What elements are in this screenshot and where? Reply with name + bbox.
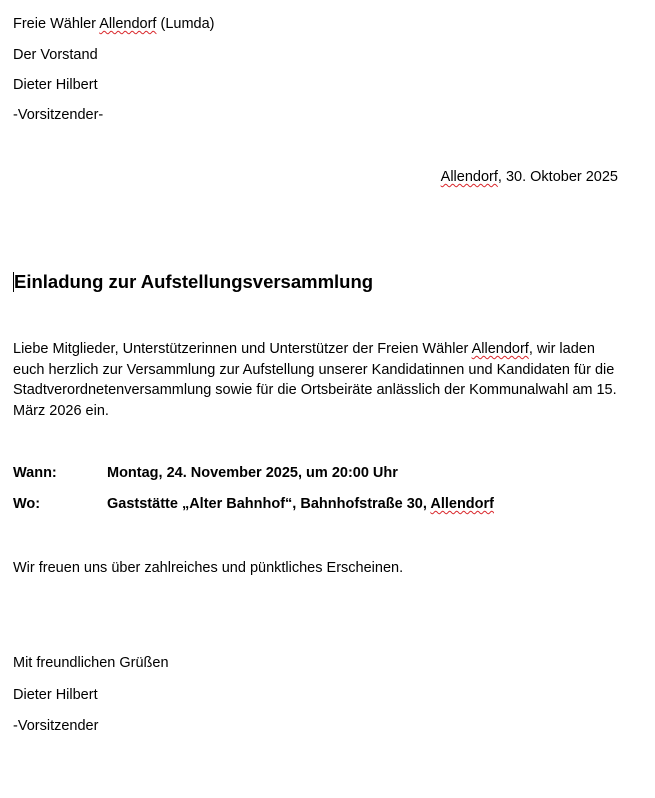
when-label: Wann: (13, 465, 57, 481)
letter-date (441, 168, 618, 186)
intro-part-2: , wir laden euch herzlich zur Versammlung zur Aufstellung unserer Kandidatinnen und Kandidaten für die Stadtverordnetenversammlung sowie für die Ortsbeiräte anlässlich der Kommunalwahl am 15. März 2026 ein. (13, 341, 617, 419)
org-prefix: Freie Wähler (13, 16, 100, 32)
org-suffix: (Lumda) (156, 16, 215, 32)
when-row (13, 464, 398, 482)
letter-heading (13, 270, 373, 294)
signoff-role: -Vorsitzender (13, 718, 99, 734)
heading-text: Einladung zur Aufstellungsversammlung (14, 271, 374, 292)
sender-role: -Vorsitzender- (13, 107, 104, 123)
date-rest: , 30. Oktober 2025 (497, 169, 618, 185)
intro-part-1: Liebe Mitglieder, Unterstützerinnen und Unterstützer der Freien Wähler (13, 341, 472, 357)
where-place: Allendorf (430, 496, 494, 512)
signoff-name: Dieter Hilbert (13, 687, 98, 703)
where-value: Gaststätte „Alter Bahnhof“, Bahnhofstraße 30, (107, 496, 431, 512)
sender-organization (13, 15, 215, 33)
sender-name: Dieter Hilbert (13, 77, 98, 93)
where-label: Wo: (13, 496, 41, 512)
intro-paragraph (13, 339, 623, 421)
org-place: Allendorf (99, 16, 157, 32)
sender-board: Der Vorstand (13, 47, 98, 63)
closing-note: Wir freuen uns über zahlreiches und pünktliches Erscheinen. (13, 560, 404, 576)
date-place: Allendorf (440, 169, 498, 185)
when-value: Montag, 24. November 2025, um 20:00 Uhr (107, 465, 398, 481)
intro-place: Allendorf (471, 341, 529, 357)
where-row (13, 495, 494, 513)
signoff-greeting: Mit freundlichen Grüßen (13, 655, 169, 671)
